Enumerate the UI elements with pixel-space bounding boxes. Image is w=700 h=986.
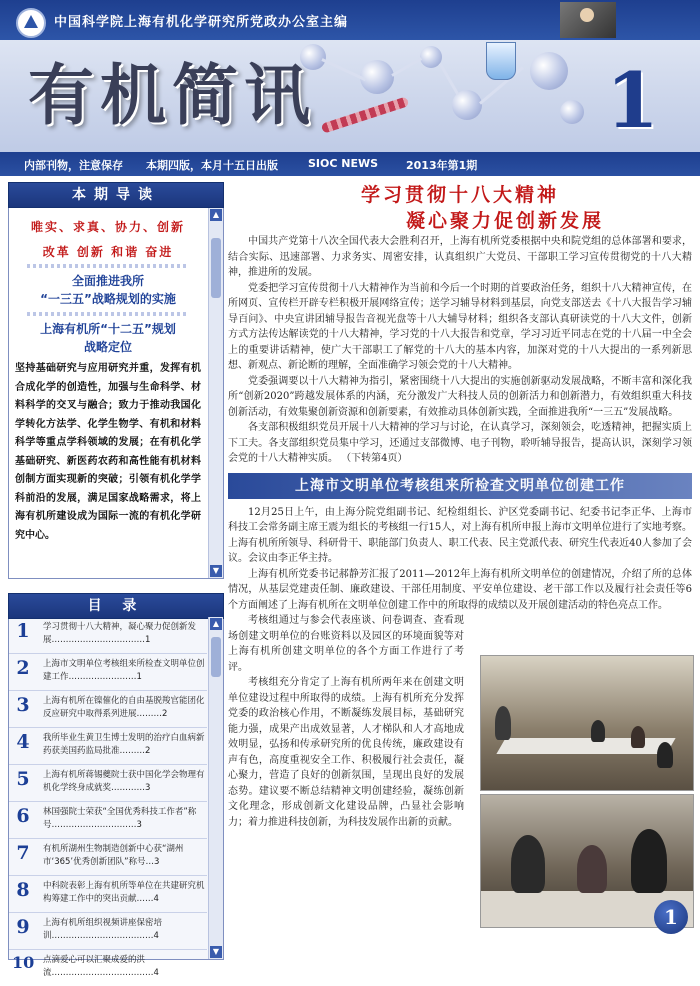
article2-headline: 上海市文明单位考核组来所检查文明单位创建工作 xyxy=(228,473,692,499)
sioc-logo-icon xyxy=(16,8,46,38)
attendee-figure xyxy=(577,845,607,893)
guide-headline-1b: “一三五”战略规划的实施 xyxy=(40,292,176,306)
guide-box xyxy=(8,208,224,579)
slogan-line-1: 唯实、求真、协力、创新 xyxy=(30,220,185,234)
article1-paragraph: 各支部积极组织党员开展十八大精神的学习与讨论，在认真学习，深刻领会，吃透精神，把握实质上下工夫。各支部组织党员集中学习，还通过支部微博、电子刊物，聆听辅导报告，提高认识，深刻学习领会党的十八大精神实质。 （下转第4页） xyxy=(228,422,692,464)
masthead-top-bar xyxy=(0,0,700,40)
toc-number: 10 xyxy=(12,953,35,972)
guide-headline-2a: 上海有机所“十二五”规划 xyxy=(40,322,176,336)
article2-paragraph: 考核组充分肯定了上海有机所两年来在创建文明单位建设过程中所取得的成绩。上海有机所充分发挥党委的政治核心作用，不断凝练发展目标，基础研究能力强，成果产出成效显著，人才梯队和人才高地成效明显，弘扬和传承研究所的优良传统，廉政建设有声有色，高度重视安全工作、积极履行社会责任，凝心聚力，营造了良好的创新氛围，呈现出良好的发展态势。建议要不断总结精神文明创建经验，凝练创新文化理念，形成创新文化建设品牌，凸显社会影响力；着力推进科技创新，为科技发展作出新的贡献。 xyxy=(228,677,464,828)
article1-paragraph: 党委把学习宣传贯彻十八大精神作为当前和今后一个时期的首要政治任务，组织十八大精神宣传，在所网页、宣传栏开辟专栏积极开展网络宣传；送学习辅导材料到基层，向党支部送去《十八大报告学习辅导百问》、中央宣讲团辅导报告音视光盘等十八大辅导材料；组织各支部认真研读党的十八大文件，创新方式方法传达解读党的十八大精神，学习党的十八大报告和党章，学习习近平同志在党的十八届一中全会上的重要讲话精神，使广大干部职工了解党的十八大的基本内容，加深对党的十八大提出的一系列新思想、新观点、新论断的理解，全面准确学习领会党的十八大精神。 xyxy=(228,282,692,371)
toc-item[interactable] xyxy=(9,839,207,876)
molecule-bond xyxy=(391,57,422,77)
publisher-line: 中国科学院上海有机化学研究所党政办公室主编 xyxy=(54,15,349,30)
dotted-divider xyxy=(27,264,189,268)
toc-entry[interactable]: 上海有机所组织视频讲座保密培训………………………………4 xyxy=(43,918,163,941)
issue-number: 1 xyxy=(606,56,659,145)
toc-item[interactable] xyxy=(9,802,207,839)
article1-paragraph: 中国共产党第十八次全国代表大会胜利召开，上海有机所党委根据中央和院党组的总体部署和要求，结合实际、迅速部署、力求务实、周密安排，认真组织广大党员、干部职工学习宣传贯彻党的十八大精神，推进所的发展。 xyxy=(228,236,692,278)
toc-number: 1 xyxy=(16,620,30,642)
guide-headline-2b: 战略定位 xyxy=(83,340,132,354)
guide-scrollbar[interactable] xyxy=(208,208,223,578)
toc-item[interactable] xyxy=(9,876,207,913)
dotted-divider xyxy=(27,312,189,316)
toc-scrollbar[interactable] xyxy=(208,617,223,959)
guide-headline-1a: 全面推进我所 xyxy=(71,274,144,288)
toc-entry[interactable]: 我所毕业生黄卫生博士发明的治疗白血病新药获美国药监局批准………2 xyxy=(43,733,205,756)
guide-heading: 本期导读 xyxy=(8,182,224,208)
article2-paragraph: 上海有机所党委书记郝静芳汇报了2011—2012年上海有机所文明单位的创建情况，介绍了所的总体情况，从基层党建责任制、廉政建设、干部任用制度、平安单位建设、老干部工作以及履行社会责任等6个方面阐述了上海有机所在文明单位创建工作中的所取得的成绩以及开展创建活动的特色亮点工作。 xyxy=(228,568,692,611)
scroll-down-icon[interactable]: ▼ xyxy=(210,565,222,577)
internal-notice: 内部刊物，注意保存 xyxy=(24,159,123,172)
article1-headline-line2: 凝心聚力促创新发展 xyxy=(405,210,604,232)
page-number-badge: 1 xyxy=(654,900,688,934)
dna-helix-icon xyxy=(321,96,410,133)
molecule-bond xyxy=(321,58,366,81)
toc-number: 5 xyxy=(16,768,30,790)
masthead xyxy=(0,0,700,152)
toc-number: 6 xyxy=(16,805,30,827)
molecule-atom-icon xyxy=(530,52,568,90)
info-bar xyxy=(0,152,700,176)
article2-paragraph: 12月25日上午，由上海分院党组副书记、纪检组组长、沪区党委副书记、纪委书记李正华、上海市科技工会常务副主席王震为组长的考核组一行15人，对上海有机所申报上海市文明单位进行了实地考察。上海有机所所领导、科研骨干、职能部门负责人、职工代表、民主党派代表、研究生代表近40人参加了会议。会议由李正华主持。 xyxy=(228,506,692,564)
toc-entry[interactable]: 林国强院士荣获“全国优秀科技工作者”称号…………………………3 xyxy=(43,807,197,830)
toc-number: 2 xyxy=(16,657,30,679)
scroll-thumb[interactable] xyxy=(211,637,221,677)
english-name: SIOC NEWS xyxy=(308,157,379,170)
toc-number: 8 xyxy=(16,879,30,901)
toc-number: 7 xyxy=(16,842,30,864)
toc-heading: 目 录 xyxy=(8,593,224,619)
toc-number: 4 xyxy=(16,731,30,753)
toc-item[interactable] xyxy=(9,617,207,654)
attendee-figure xyxy=(495,706,511,740)
guide-summary: 坚持基础研究与应用研究并重，发挥有机合成化学的创造性，加强与生命科学、材料科学的交叉与融合；致力于推动我国化学转化方法学、化学生物学、有机和材料科学等重点学科领域的发展；在有机化学基础研究、新医药农药和高性能有机材料创制方面实现新的突破；引领有机化学学科前沿的发展，满足国家战略需求，将上海有机所建设成为国际一流的有机化学研究中心。 xyxy=(15,363,201,541)
toc-item[interactable] xyxy=(9,765,207,802)
toc-item[interactable] xyxy=(9,691,207,728)
scroll-thumb[interactable] xyxy=(211,238,221,298)
newsletter-title: 有机简讯 xyxy=(28,56,316,134)
attendee-figure xyxy=(511,835,545,893)
toc-number: 3 xyxy=(16,694,30,716)
conference-table xyxy=(496,738,675,754)
attendee-figure xyxy=(657,742,673,768)
molecule-atom-icon xyxy=(560,100,584,124)
attendee-figure xyxy=(591,720,605,742)
attendee-figure xyxy=(631,829,667,893)
sidebar xyxy=(8,182,224,978)
toc-box xyxy=(8,593,224,978)
attendee-figure xyxy=(631,726,645,748)
toc-entry[interactable]: 上海市文明单位考核组来所检查文明单位创建工作……………………1 xyxy=(43,659,205,682)
molecule-bond xyxy=(439,63,460,96)
article2-paragraph: 考核组通过与参会代表座谈、问卷调查、查看现场创建文明单位的台账资料以及园区的环境面貌等对上海有机所创建文明单位的各个方面工作进行了考评。 xyxy=(228,615,464,673)
article1-headline xyxy=(228,182,692,234)
toc-item[interactable] xyxy=(9,913,207,950)
toc-entry[interactable]: 学习贯彻十八大精神，凝心聚力促创新发展……………………………1 xyxy=(43,622,197,645)
article1-paragraph: 党委强调要以十八大精神为指引，紧密围绕十八大提出的实施创新驱动发展战略，不断丰富和深化我所“创新2020”跨越发展体系的内涵，充分激发广大科技人员的创新活力和创新潜力，有效组织重大科技创新活动，有效集聚创新资源和创新要素，有效推动具体创新实践，全面推进我所“一三五”发展战略。 xyxy=(228,375,692,418)
issue-date: 2013年第1期 xyxy=(406,159,478,172)
meeting-room-photo xyxy=(480,655,694,791)
flask-icon xyxy=(486,42,516,80)
scroll-up-icon[interactable]: ▲ xyxy=(210,209,222,221)
toc-entry[interactable]: 上海有机所在镍催化的自由基脱羧官能团化反应研究中取得系列进展………2 xyxy=(43,696,205,719)
slogan-line-2: 改革 创新 和谐 奋进 xyxy=(42,245,174,259)
publish-schedule: 本期四版，本月十五日出版 xyxy=(146,159,278,172)
toc-item[interactable] xyxy=(9,950,207,986)
toc-entry[interactable]: 中科院表彰上海有机所等单位在共建研究机构筹建工作中的突出贡献……4 xyxy=(43,881,205,904)
toc-number: 9 xyxy=(16,916,30,938)
toc-entry[interactable]: 点滴爱心可以汇聚成爱的洪流………………………………4 xyxy=(43,955,159,978)
toc-item[interactable] xyxy=(9,654,207,691)
article1-headline-line1: 学习贯彻十八大精神 xyxy=(360,184,559,206)
scroll-up-icon[interactable]: ▲ xyxy=(210,618,222,630)
toc-entry[interactable]: 有机所湖州生物制造创新中心获“湖州市‘365’优秀创新团队”称号…3 xyxy=(43,844,184,867)
scroll-down-icon[interactable]: ▼ xyxy=(210,946,222,958)
toc-item[interactable] xyxy=(9,728,207,765)
scientist-photo xyxy=(560,2,616,38)
toc-entry[interactable]: 上海有机所蒋锡夔院士获中国化学会物理有机化学终身成就奖…………3 xyxy=(43,770,205,793)
